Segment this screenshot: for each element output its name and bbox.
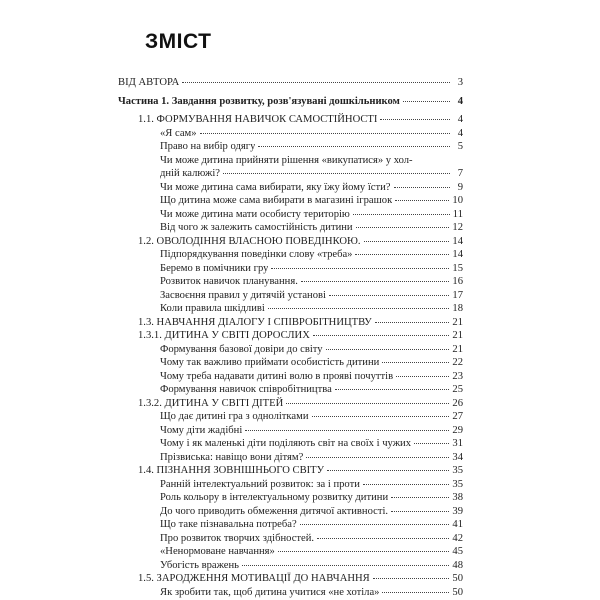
toc-entry-page: 15 [452,262,463,274]
dot-leader [355,254,449,255]
toc-entry-page: 21 [452,330,463,342]
toc-entry[interactable] [160,478,463,492]
dot-leader [286,403,449,404]
toc-entry-page: 18 [452,303,463,315]
toc-entry[interactable] [160,140,463,154]
toc-entry[interactable] [160,248,463,262]
toc-entry[interactable] [160,545,463,559]
toc-entry-label: Роль кольору в інтелектуальному розвитку дитини [160,492,389,504]
toc-entry[interactable] [118,76,463,90]
dot-leader [223,173,450,174]
toc-entry-label: Чому треба надавати дитині волю в прояві почуттів [160,370,394,382]
toc-entry-label: Прізвиська: навіщо вони дітям? [160,451,304,463]
dot-leader [382,592,449,593]
toc-entry-page: 17 [452,289,463,301]
toc-entry-label: Коли правила шкідливі [160,303,265,315]
toc-entry[interactable] [160,424,463,438]
toc-entry[interactable] [160,275,463,289]
toc-entry-page: 16 [452,276,463,288]
toc-entry-label: «Ненормоване навчання» [160,546,275,558]
toc-entry-label: «Я сам» [160,127,197,139]
toc-entry[interactable] [160,410,463,424]
dot-leader [182,82,450,83]
toc-entry[interactable] [160,586,463,600]
toc-entry-label: 1.2. ОВОЛОДІННЯ ВЛАСНОЮ ПОВЕДІНКОЮ. [138,235,361,247]
dot-leader [353,214,450,215]
toc-entry-label: Формування навичок співробітництва [160,384,332,396]
dot-leader [396,376,449,377]
toc-entry[interactable] [138,113,463,127]
dot-leader [200,133,450,134]
toc-entry-page: 35 [452,465,463,477]
dot-leader [317,538,449,539]
toc-entry-label: Чи може дитина сама вибирати, яку їжу йому їсти? [160,181,391,193]
toc-entry[interactable] [160,370,463,384]
dot-leader [329,295,449,296]
toc-entry-label: Частина 1. Завдання розвитку, розв'язувані дошкільником [118,96,400,107]
toc-entry-page: 9 [457,181,463,193]
dot-leader [301,281,450,282]
toc-entry[interactable] [160,302,463,316]
dot-leader [380,119,450,120]
dot-leader [278,551,450,552]
toc-entry-label: 1.3. НАВЧАННЯ ДІАЛОГУ І СПІВРОБІТНИЦТВУ [138,316,372,328]
dot-leader [391,497,449,498]
toc-entry-label: Що дає дитині гра з однолітками [160,411,309,423]
toc-entry-page: 4 [457,127,463,139]
toc-entry-page: 39 [452,505,463,517]
dot-leader [271,268,449,269]
dot-leader [335,389,450,390]
toc-entry-page: 27 [452,411,463,423]
dot-leader [258,146,450,147]
toc-entry-page: 23 [452,370,463,382]
dot-leader [326,349,450,350]
toc-entry-page: 12 [452,222,463,234]
toc-entry[interactable] [138,316,463,330]
toc-entry[interactable] [160,343,463,357]
toc-entry-label: Про розвиток творчих здібностей. [160,532,315,544]
toc-entry-page: 42 [452,532,463,544]
toc-entry-page: 29 [452,424,463,436]
toc-entry[interactable] [160,518,463,532]
toc-entry-label: 1.3.2. ДИТИНА У СВІТІ ДІТЕЙ [138,397,284,409]
toc-entry-page: 45 [452,546,463,558]
dot-leader [313,335,450,336]
toc-entry-page: 7 [457,168,463,180]
toc-entry[interactable] [138,464,463,478]
toc-entry[interactable] [160,127,463,141]
dot-leader [394,187,451,188]
toc-entry-page: 4 [457,114,463,125]
dot-leader [391,511,449,512]
toc-entry-label: Підпорядкування поведінки слову «треба» [160,249,353,261]
toc-entry[interactable] [138,329,463,343]
toc-entry-label: Засвоєння правил у дитячій установі [160,289,326,301]
toc-entry-page: 3 [457,77,463,88]
toc-entry-label: Ранній інтелектуальний розвиток: за і проти [160,478,360,490]
toc-entry[interactable] [160,181,463,195]
toc-entry-page: 11 [452,208,463,220]
toc-entry-label: Чому діти жадібні [160,424,243,436]
toc-entry[interactable] [160,451,463,465]
toc-entry-page: 14 [452,235,463,247]
toc-entry-label: Чому і як маленькі діти поділяють світ на своїх і чужих [160,438,411,450]
toc-entry-label: Чому так важливо приймати особистість дитини [160,357,380,369]
dot-leader [306,457,449,458]
dot-leader [364,241,450,242]
toc-entry-page: 35 [452,478,463,490]
dot-leader [382,362,449,363]
toc-entry-label: Розвиток навичок планування. [160,276,298,288]
toc-entry-page: 48 [452,559,463,571]
toc-entry[interactable] [160,167,463,181]
toc-entry-page: 41 [452,519,463,531]
toc-entry[interactable] [160,491,463,505]
page-title: ЗМІСТ [145,30,212,53]
toc-entry[interactable] [160,194,463,208]
toc-entry-page: 4 [457,96,463,107]
toc-entry-page: 50 [452,573,463,585]
dot-leader [395,200,449,201]
toc-entry[interactable] [118,95,463,109]
toc-entry-label: Формування базової довіри до світу [160,343,323,355]
toc-entry-label: Убогість вражень [160,559,240,571]
dot-leader [242,565,449,566]
toc-entry-page: 21 [452,343,463,355]
toc-entry[interactable] [138,235,463,249]
toc-entry[interactable] [160,208,463,222]
dot-leader [403,101,450,102]
toc-entry-label: До чого приводить обмеження дитячої активності. [160,505,389,517]
toc-entry-label: дній калюжі? [160,168,221,180]
toc-entry-page: 50 [452,587,463,598]
toc-entry-label: Беремо в помічники гру [160,262,269,274]
toc-entry-label: 1.5. ЗАРОДЖЕННЯ МОТИВАЦІЇ ДО НАВЧАННЯ [138,573,370,585]
toc-entry-page: 34 [452,451,463,463]
toc-entry[interactable] [160,221,463,235]
dot-leader [363,484,450,485]
toc-entry[interactable] [138,397,463,411]
dot-leader [245,430,449,431]
toc-entry-label: 1.4. ПІЗНАННЯ ЗОВНІШНЬОГО СВІТУ [138,465,325,477]
toc-entry-page: 25 [452,384,463,396]
toc-entry[interactable] [138,572,463,586]
toc-entry-page: 38 [452,492,463,504]
toc-entry-label: Від чого ж залежить самостійність дитини [160,222,353,234]
toc-entry-label: Як зробити так, щоб дитина учитися «не хотіла» [160,587,380,598]
toc-entry-label: 1.1. ФОРМУВАННЯ НАВИЧОК САМОСТІЙНОСТІ [138,114,378,125]
toc-entry-page: 22 [452,357,463,369]
dot-leader [373,578,450,579]
dot-leader [268,308,450,309]
toc-entry[interactable] [160,383,463,397]
dot-leader [300,524,450,525]
toc-entry-page: 5 [457,141,463,153]
dot-leader [327,470,449,471]
toc-entry-label: Право на вибір одягу [160,141,256,153]
toc-entry-page: 14 [452,249,463,261]
toc-entry[interactable] [160,505,463,519]
toc-entry[interactable] [160,289,463,303]
toc-entry-label: ВІД АВТОРА [118,77,180,88]
toc-entry[interactable] [160,262,463,276]
toc-entry-page: 31 [452,438,463,450]
toc-entry-label: Що таке пізнавальна потреба? [160,519,297,531]
dot-leader [375,322,450,323]
toc-entry-page: 21 [452,316,463,328]
dot-leader [414,443,449,444]
toc-entry[interactable] [160,356,463,370]
toc-entry[interactable] [160,437,463,451]
toc-entry-label: Чи може дитина прийняти рішення «викупатися» у хол- [160,154,413,166]
toc-entry-label: 1.3.1. ДИТИНА У СВІТІ ДОРОСЛИХ [138,330,310,342]
toc-entry-label: Чи може дитина мати особисту територію [160,208,350,220]
toc-entry[interactable] [160,559,463,573]
dot-leader [312,416,450,417]
toc-entry-wrapped-line [160,154,463,168]
dot-leader [356,227,450,228]
toc-entry-page: 26 [452,397,463,409]
toc-entry[interactable] [160,532,463,546]
toc-entry-page: 10 [452,195,463,207]
toc-entry-label: Що дитина може сама вибирати в магазині іграшок [160,195,393,207]
